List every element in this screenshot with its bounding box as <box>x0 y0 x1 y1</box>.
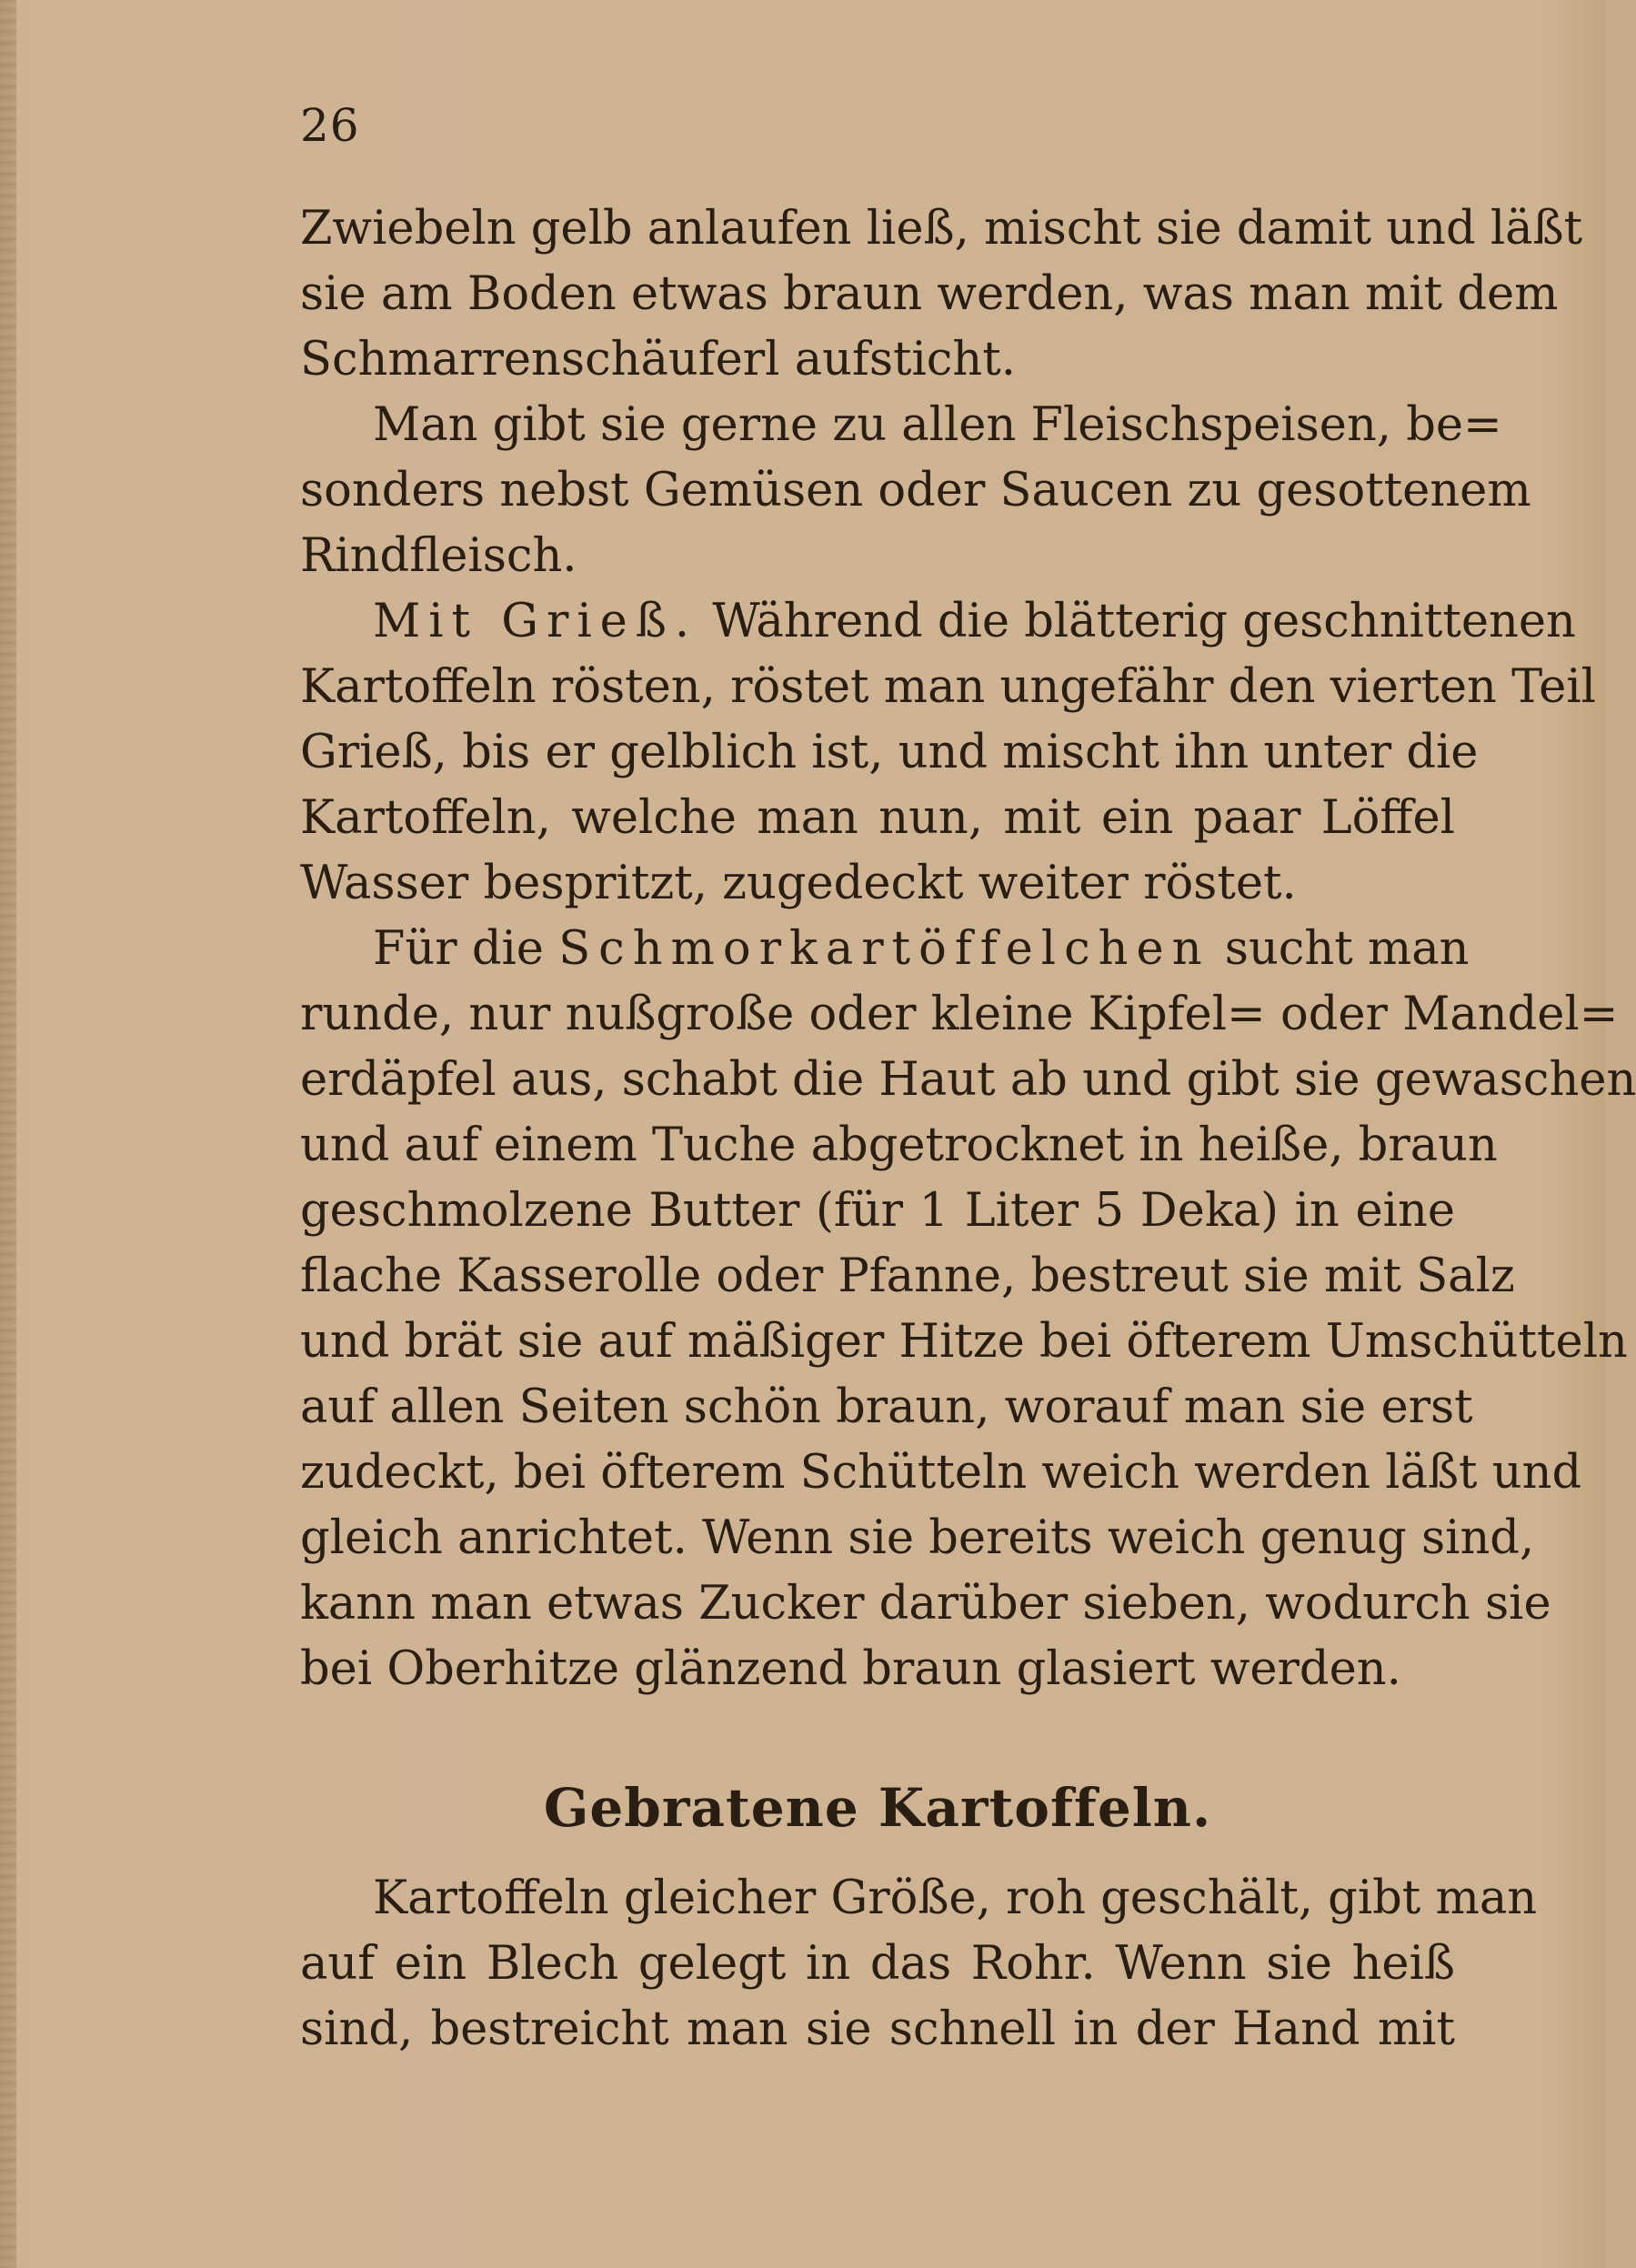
text-line: sind, bestreicht man sie schnell in der Hand mit <box>300 2002 1455 2056</box>
spaced-lead-term: Schmorkartöffelchen <box>558 922 1210 976</box>
text-run: Während die blätterig geschnittenen <box>698 595 1576 648</box>
section-body-text <box>300 1866 1538 2062</box>
text-line: Kartoffeln rösten, röstet man ungefähr den vierten Teil <box>300 660 1596 714</box>
text-line: zudeckt, bei öfterem Schütteln weich werden läßt und <box>300 1446 1582 1500</box>
spaced-lead-term: Mit Grieß. <box>373 595 698 648</box>
text-line: Wasser bespritzt, zugedeckt weiter röstet. <box>300 857 1297 910</box>
text-line: sonders nebst Gemüsen oder Saucen zu gesottenem <box>300 464 1531 517</box>
text-line: gleich anrichtet. Wenn sie bereits weich genug sind, <box>300 1511 1535 1565</box>
text-line: Kartoffeln gleicher Größe, roh geschält, gibt man <box>373 1872 1538 1925</box>
text-line: auf allen Seiten schön braun, worauf man sie erst <box>300 1380 1473 1434</box>
text-line: runde, nur nußgroße oder kleine Kipfel= oder Mandel= <box>300 988 1619 1041</box>
section-heading: Gebratene Kartoffeln. <box>543 1777 1212 1839</box>
page-number: 26 <box>300 99 360 152</box>
page-spine-edge <box>0 0 16 2268</box>
body-text <box>300 196 1636 1702</box>
text-line: und auf einem Tuche abgetrocknet in heiße, braun <box>300 1119 1498 1172</box>
text-run: Für die <box>373 922 559 976</box>
text-line: Grieß, bis er gelblich ist, und mischt ihn unter die <box>300 726 1479 779</box>
text-line: Zwiebeln gelb anlaufen ließ, mischt sie damit und läßt <box>300 202 1583 256</box>
text-line: flache Kasserolle oder Pfanne, bestreut sie mit Salz <box>300 1249 1515 1303</box>
text-line: Schmarrenschäuferl aufsticht. <box>300 333 1016 386</box>
text-run: sucht man <box>1209 922 1470 976</box>
text-line: Man gibt sie gerne zu allen Fleischspeisen, be= <box>373 398 1502 452</box>
text-line: erdäpfel aus, schabt die Haut ab und gibt sie gewaschen <box>300 1053 1636 1107</box>
text-line <box>300 589 1576 655</box>
text-line <box>300 917 1470 982</box>
text-line: Rindfleisch. <box>300 529 577 583</box>
text-line: und brät sie auf mäßiger Hitze bei öfterem Umschütteln <box>300 1315 1628 1369</box>
text-line: geschmolzene Butter (für 1 Liter 5 Deka) in eine <box>300 1184 1455 1238</box>
text-line: auf ein Blech gelegt in das Rohr. Wenn sie heiß <box>300 1937 1455 1991</box>
text-line: sie am Boden etwas braun werden, was man mit dem <box>300 267 1559 321</box>
text-line: bei Oberhitze glänzend braun glasiert werden. <box>300 1642 1401 1696</box>
text-line: kann man etwas Zucker darüber sieben, wodurch sie <box>300 1577 1551 1631</box>
text-line: Kartoffeln, welche man nun, mit ein paar Löffel <box>300 791 1455 845</box>
